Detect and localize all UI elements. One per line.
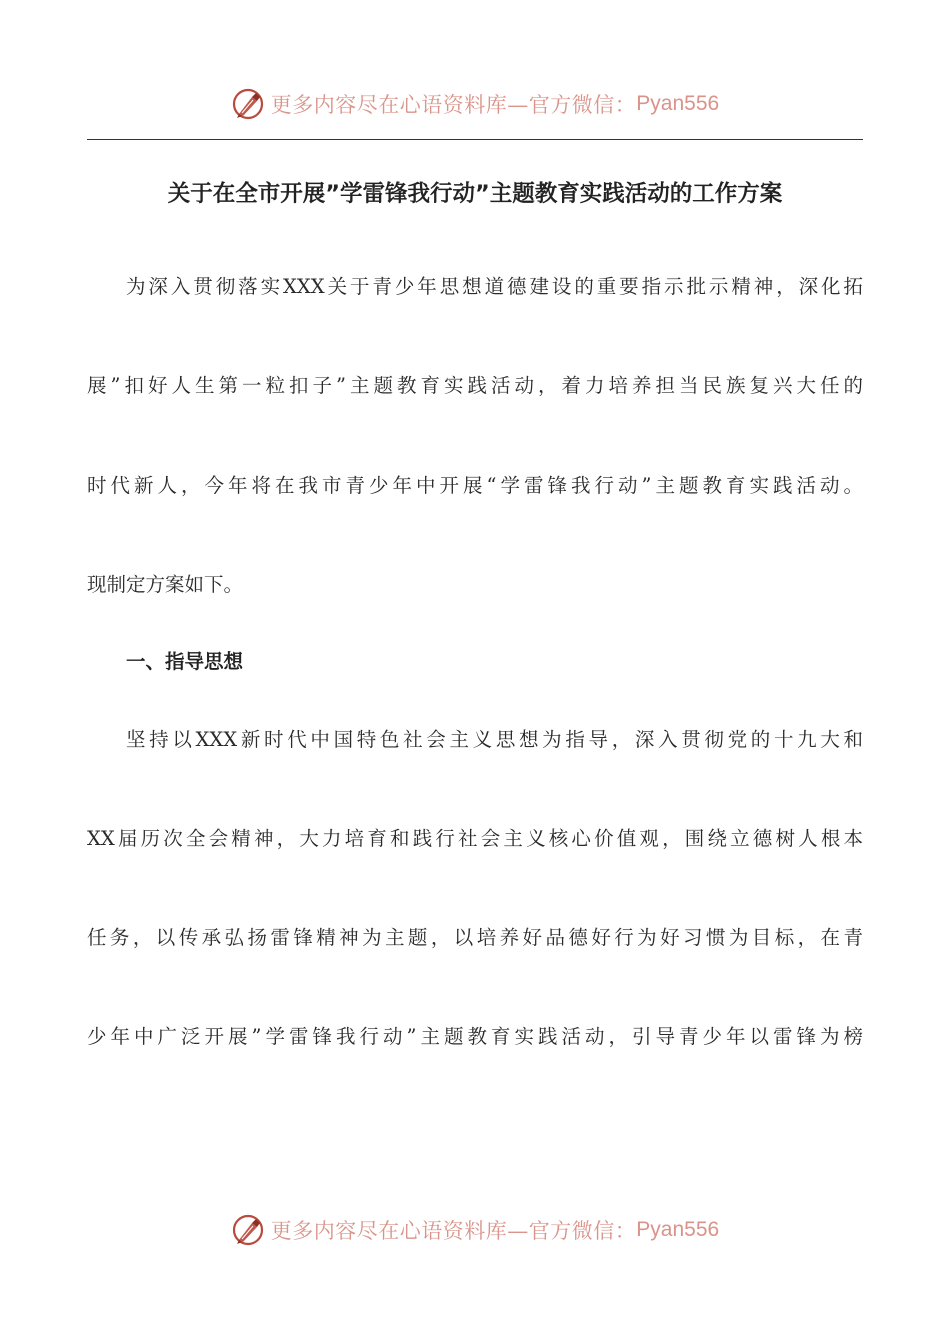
footer-contact-id: Pyan556 [636,1218,720,1241]
document-title: 关于在全市开展”学雷锋我行动”主题教育实践活动的工作方案 [167,181,783,207]
header-banner [0,84,950,124]
intro-line: 时代新人，今年将在我市青少年中开展“学雷锋我行动”主题教育实践活动。 [87,474,863,497]
section-line: XX届历次全会精神，大力培育和践行社会主义核心价值观，围绕立德树人根本 [87,827,863,850]
section-line: 少年中广泛开展”学雷锋我行动”主题教育实践活动，引导青少年以雷锋为榜 [87,1025,863,1048]
header-brand-text: 更多内容尽在心语资料库—官方微信： [270,93,637,117]
header-contact-id: Pyan556 [636,92,720,115]
section-line: 任务，以传承弘扬雷锋精神为主题，以培养好品德好行为好习惯为目标，在青 [87,926,863,949]
section-line: 坚持以XXX新时代中国特色社会主义思想为指导，深入贯彻党的十九大和 [126,728,863,751]
footer-brand-text: 更多内容尽在心语资料库—官方微信： [270,1219,637,1243]
footer-banner [0,1210,950,1250]
intro-line: 现制定方案如下。 [87,573,244,596]
section-heading: 一、指导思想 [126,650,244,673]
pen-nib-icon [231,87,265,121]
intro-line: 展”扣好人生第一粒扣子”主题教育实践活动，着力培养担当民族复兴大任的 [87,374,863,397]
intro-line: 为深入贯彻落实XXX关于青少年思想道德建设的重要指示批示精神，深化拓 [126,275,863,298]
header-divider [87,139,863,140]
pen-nib-icon [231,1213,265,1247]
